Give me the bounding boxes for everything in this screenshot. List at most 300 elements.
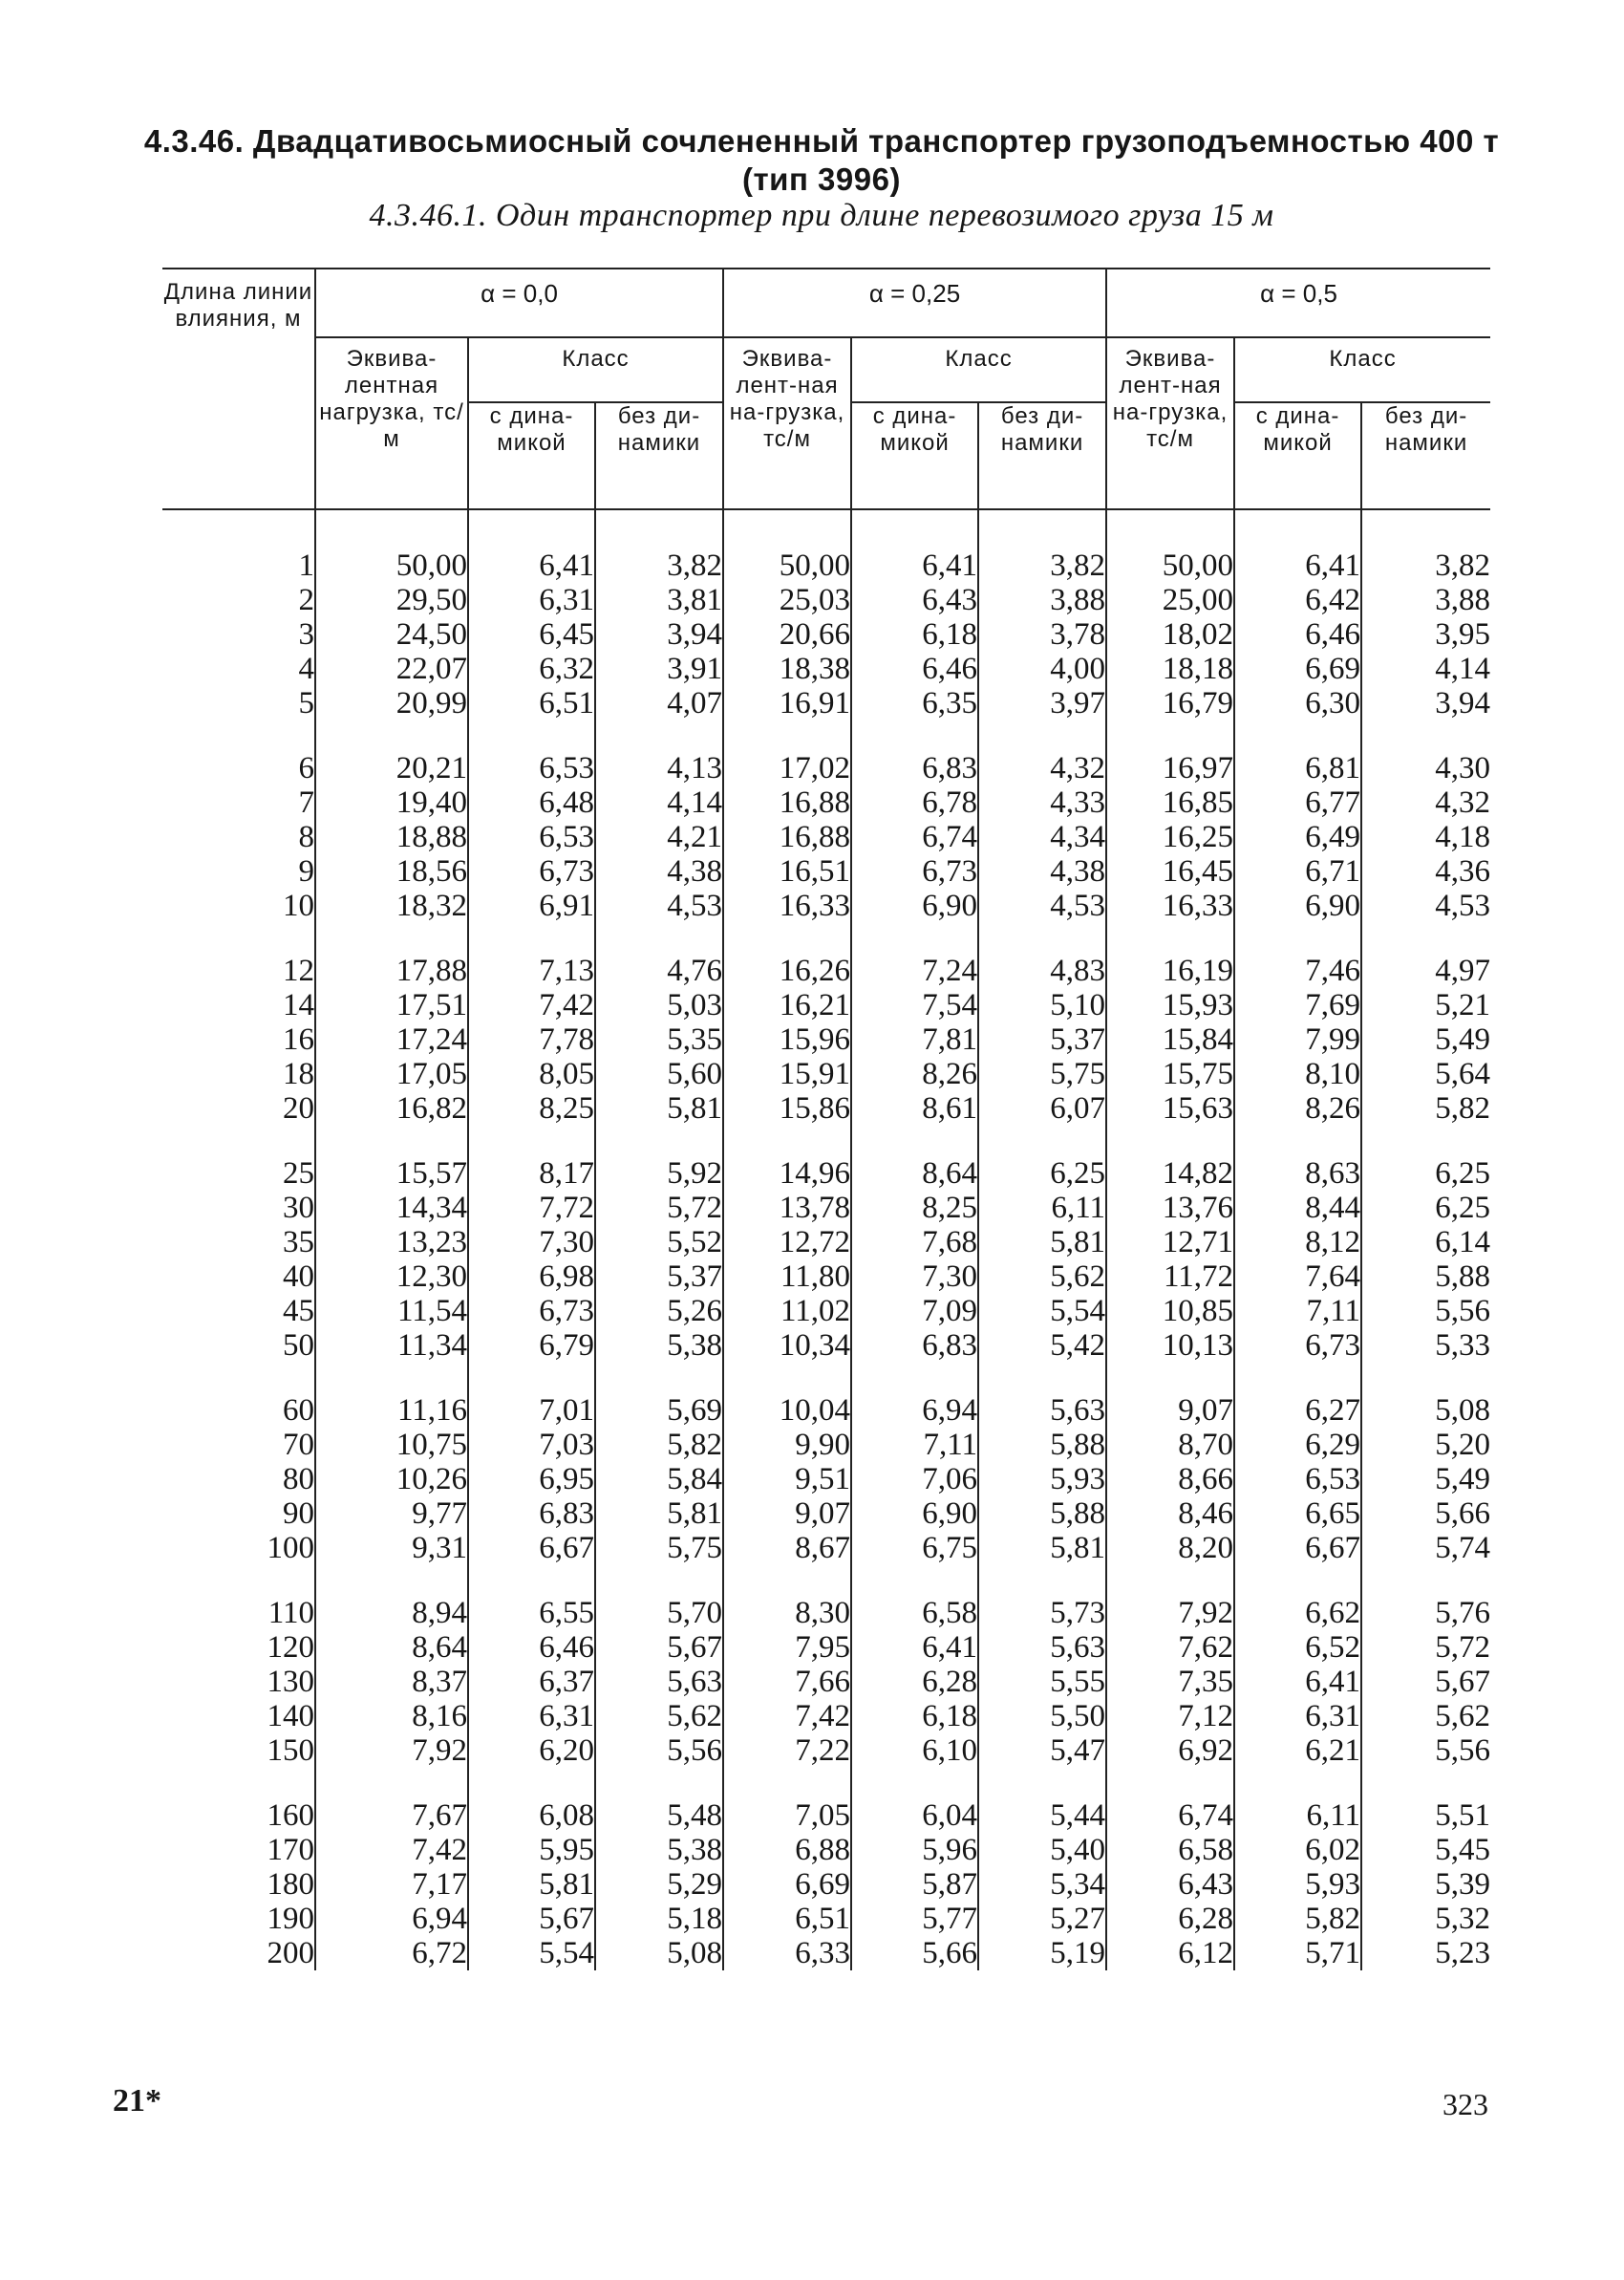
length-cell: 12 — [283, 954, 314, 988]
value-cell: 6,33 — [723, 1936, 851, 1970]
value-cell: 6,52 — [1234, 1630, 1361, 1665]
value-cell: 5,47 — [978, 1733, 1106, 1768]
value-cell: 11,72 — [1106, 1259, 1234, 1294]
value-cell: 5,75 — [595, 1531, 723, 1565]
table-row — [162, 1833, 1490, 1867]
table-subtitle: 4.3.46.1. Один транспортер при длине перевозимого груза 15 м — [369, 198, 1274, 233]
value-cell: 6,51 — [723, 1902, 851, 1936]
value-cell: 6,28 — [1106, 1902, 1234, 1936]
value-cell: 16,33 — [723, 889, 851, 923]
value-cell: 12,71 — [1106, 1225, 1234, 1259]
value-cell: 22,07 — [315, 652, 468, 686]
title-line-2: (тип 3996) — [742, 161, 901, 197]
value-cell: 5,32 — [1361, 1902, 1490, 1936]
value-cell: 5,56 — [1361, 1294, 1490, 1328]
value-cell: 6,91 — [468, 889, 595, 923]
value-cell: 6,18 — [851, 1699, 978, 1733]
value-cell: 4,32 — [1361, 785, 1490, 820]
value-cell: 4,14 — [595, 785, 723, 820]
value-cell: 4,34 — [978, 820, 1106, 854]
value-cell: 5,34 — [978, 1867, 1106, 1902]
header-equiv-load: Эквива-лентная нагрузка, тс/м — [315, 337, 468, 509]
value-cell: 9,07 — [723, 1496, 851, 1531]
value-cell: 7,09 — [851, 1294, 978, 1328]
value-cell: 6,41 — [468, 548, 595, 583]
value-cell: 5,37 — [978, 1022, 1106, 1057]
value-cell: 5,60 — [595, 1057, 723, 1091]
value-cell: 6,90 — [851, 1496, 978, 1531]
value-cell: 5,72 — [595, 1191, 723, 1225]
value-cell: 6,25 — [978, 1156, 1106, 1191]
value-cell: 6,73 — [851, 854, 978, 889]
length-cell: 160 — [267, 1798, 314, 1833]
table-row — [162, 1733, 1490, 1768]
value-cell: 7,66 — [723, 1665, 851, 1699]
value-cell: 6,04 — [851, 1798, 978, 1833]
value-cell: 8,64 — [851, 1156, 978, 1191]
value-cell: 6,35 — [851, 686, 978, 721]
length-cell: 6 — [298, 751, 314, 785]
length-cell: 16 — [283, 1022, 314, 1057]
value-cell: 6,88 — [723, 1833, 851, 1867]
value-cell: 5,19 — [978, 1936, 1106, 1970]
value-cell: 16,21 — [723, 988, 851, 1022]
value-cell: 6,27 — [1234, 1393, 1361, 1428]
spacer-row — [162, 721, 1490, 751]
value-cell: 8,25 — [851, 1191, 978, 1225]
header-length: Длина линии влияния, м — [162, 269, 315, 509]
value-cell: 5,40 — [978, 1833, 1106, 1867]
value-cell: 6,41 — [1234, 548, 1361, 583]
value-cell: 5,62 — [1361, 1699, 1490, 1733]
value-cell: 3,91 — [595, 652, 723, 686]
value-cell: 6,46 — [1234, 617, 1361, 652]
header-equiv-load: Эквива-лент-ная на-грузка, тс/м — [723, 337, 851, 509]
value-cell: 7,42 — [315, 1833, 468, 1867]
value-cell: 4,07 — [595, 686, 723, 721]
value-cell: 7,81 — [851, 1022, 978, 1057]
table-row — [162, 548, 1490, 583]
length-cell: 25 — [283, 1156, 314, 1191]
value-cell: 4,18 — [1361, 820, 1490, 854]
value-cell: 13,23 — [315, 1225, 468, 1259]
spacer-row — [162, 1126, 1490, 1156]
value-cell: 10,85 — [1106, 1294, 1234, 1328]
value-cell: 6,25 — [1361, 1191, 1490, 1225]
value-cell: 7,54 — [851, 988, 978, 1022]
value-cell: 6,46 — [851, 652, 978, 686]
table-row — [162, 1496, 1490, 1531]
value-cell: 3,88 — [978, 583, 1106, 617]
value-cell: 4,38 — [595, 854, 723, 889]
value-cell: 6,55 — [468, 1596, 595, 1630]
value-cell: 5,93 — [978, 1462, 1106, 1496]
value-cell: 7,13 — [468, 954, 595, 988]
value-cell: 4,14 — [1361, 652, 1490, 686]
value-cell: 6,65 — [1234, 1496, 1361, 1531]
value-cell: 20,99 — [315, 686, 468, 721]
length-cell: 4 — [298, 652, 314, 686]
value-cell: 5,82 — [1361, 1091, 1490, 1126]
value-cell: 6,90 — [1234, 889, 1361, 923]
value-cell: 6,92 — [1106, 1733, 1234, 1768]
table-row — [162, 785, 1490, 820]
value-cell: 4,13 — [595, 751, 723, 785]
value-cell: 15,75 — [1106, 1057, 1234, 1091]
length-cell: 9 — [298, 854, 314, 889]
value-cell: 5,95 — [468, 1833, 595, 1867]
value-cell: 6,77 — [1234, 785, 1361, 820]
value-cell: 5,54 — [468, 1936, 595, 1970]
value-cell: 5,82 — [595, 1428, 723, 1462]
value-cell: 6,58 — [851, 1596, 978, 1630]
value-cell: 7,78 — [468, 1022, 595, 1057]
value-cell: 5,63 — [595, 1665, 723, 1699]
value-cell: 8,10 — [1234, 1057, 1361, 1091]
length-cell: 190 — [267, 1902, 314, 1936]
value-cell: 25,03 — [723, 583, 851, 617]
value-cell: 9,31 — [315, 1531, 468, 1565]
value-cell: 7,22 — [723, 1733, 851, 1768]
value-cell: 17,24 — [315, 1022, 468, 1057]
value-cell: 6,94 — [315, 1902, 468, 1936]
header-alpha-05: α = 0,5 — [1106, 269, 1490, 337]
value-cell: 7,92 — [1106, 1596, 1234, 1630]
header-class: Класс — [468, 337, 723, 402]
value-cell: 5,26 — [595, 1294, 723, 1328]
value-cell: 3,94 — [595, 617, 723, 652]
value-cell: 6,72 — [315, 1936, 468, 1970]
value-cell: 25,00 — [1106, 583, 1234, 617]
value-cell: 7,11 — [851, 1428, 978, 1462]
length-cell: 45 — [283, 1294, 314, 1328]
length-cell: 180 — [267, 1867, 314, 1902]
value-cell: 6,12 — [1106, 1936, 1234, 1970]
value-cell: 6,48 — [468, 785, 595, 820]
value-cell: 16,51 — [723, 854, 851, 889]
value-cell: 6,31 — [468, 583, 595, 617]
value-cell: 10,26 — [315, 1462, 468, 1496]
table-row — [162, 820, 1490, 854]
spacer-row — [162, 1363, 1490, 1393]
value-cell: 8,67 — [723, 1531, 851, 1565]
table-row — [162, 1225, 1490, 1259]
value-cell: 5,67 — [595, 1630, 723, 1665]
value-cell: 3,82 — [978, 548, 1106, 583]
value-cell: 16,45 — [1106, 854, 1234, 889]
value-cell: 8,26 — [1234, 1091, 1361, 1126]
value-cell: 6,14 — [1361, 1225, 1490, 1259]
value-cell: 5,96 — [851, 1833, 978, 1867]
value-cell: 6,21 — [1234, 1733, 1361, 1768]
table-row — [162, 1328, 1490, 1363]
value-cell: 16,85 — [1106, 785, 1234, 820]
spacer-row — [162, 1565, 1490, 1596]
value-cell: 6,69 — [1234, 652, 1361, 686]
length-cell: 10 — [283, 889, 314, 923]
value-cell: 19,40 — [315, 785, 468, 820]
value-cell: 11,80 — [723, 1259, 851, 1294]
value-cell: 8,30 — [723, 1596, 851, 1630]
value-cell: 5,08 — [595, 1936, 723, 1970]
table-row — [162, 1259, 1490, 1294]
value-cell: 7,30 — [851, 1259, 978, 1294]
value-cell: 7,68 — [851, 1225, 978, 1259]
value-cell: 5,21 — [1361, 988, 1490, 1022]
value-cell: 6,20 — [468, 1733, 595, 1768]
value-cell: 6,95 — [468, 1462, 595, 1496]
length-cell: 150 — [267, 1733, 314, 1768]
value-cell: 3,97 — [978, 686, 1106, 721]
value-cell: 4,00 — [978, 652, 1106, 686]
table-row — [162, 1699, 1490, 1733]
value-cell: 6,45 — [468, 617, 595, 652]
value-cell: 16,19 — [1106, 954, 1234, 988]
value-cell: 6,29 — [1234, 1428, 1361, 1462]
value-cell: 3,82 — [595, 548, 723, 583]
value-cell: 5,10 — [978, 988, 1106, 1022]
value-cell: 7,11 — [1234, 1294, 1361, 1328]
value-cell: 7,42 — [468, 988, 595, 1022]
value-cell: 4,53 — [595, 889, 723, 923]
value-cell: 3,82 — [1361, 548, 1490, 583]
value-cell: 7,17 — [315, 1867, 468, 1902]
value-cell: 5,76 — [1361, 1596, 1490, 1630]
value-cell: 6,49 — [1234, 820, 1361, 854]
value-cell: 6,02 — [1234, 1833, 1361, 1867]
value-cell: 3,94 — [1361, 686, 1490, 721]
length-cell: 200 — [267, 1936, 314, 1970]
value-cell: 6,51 — [468, 686, 595, 721]
value-cell: 6,73 — [468, 1294, 595, 1328]
table-row — [162, 583, 1490, 617]
table-row — [162, 1294, 1490, 1328]
value-cell: 5,71 — [1234, 1936, 1361, 1970]
table-row — [162, 1936, 1490, 1970]
value-cell: 6,67 — [1234, 1531, 1361, 1565]
spacer-row — [162, 509, 1490, 548]
length-cell: 130 — [267, 1665, 314, 1699]
value-cell: 5,88 — [978, 1496, 1106, 1531]
table-row — [162, 751, 1490, 785]
table-row — [162, 1057, 1490, 1091]
value-cell: 8,46 — [1106, 1496, 1234, 1531]
value-cell: 5,27 — [978, 1902, 1106, 1936]
value-cell: 6,74 — [1106, 1798, 1234, 1833]
value-cell: 6,43 — [1106, 1867, 1234, 1902]
value-cell: 10,04 — [723, 1393, 851, 1428]
value-cell: 7,72 — [468, 1191, 595, 1225]
value-cell: 15,91 — [723, 1057, 851, 1091]
length-cell: 90 — [283, 1496, 314, 1531]
value-cell: 7,46 — [1234, 954, 1361, 988]
length-cell: 20 — [283, 1091, 314, 1126]
value-cell: 12,72 — [723, 1225, 851, 1259]
value-cell: 6,78 — [851, 785, 978, 820]
table-row — [162, 854, 1490, 889]
value-cell: 5,92 — [595, 1156, 723, 1191]
value-cell: 13,78 — [723, 1191, 851, 1225]
value-cell: 6,83 — [851, 1328, 978, 1363]
header-alpha-025: α = 0,25 — [723, 269, 1106, 337]
table-row — [162, 652, 1490, 686]
value-cell: 15,96 — [723, 1022, 851, 1057]
table-title — [134, 122, 1509, 199]
value-cell: 7,30 — [468, 1225, 595, 1259]
value-cell: 7,64 — [1234, 1259, 1361, 1294]
spacer-row — [162, 923, 1490, 954]
value-cell: 7,67 — [315, 1798, 468, 1833]
table-row — [162, 988, 1490, 1022]
value-cell: 6,83 — [851, 751, 978, 785]
value-cell: 6,79 — [468, 1328, 595, 1363]
value-cell: 6,41 — [851, 548, 978, 583]
value-cell: 5,81 — [595, 1496, 723, 1531]
value-cell: 15,86 — [723, 1091, 851, 1126]
value-cell: 6,10 — [851, 1733, 978, 1768]
value-cell: 11,16 — [315, 1393, 468, 1428]
value-cell: 50,00 — [1106, 548, 1234, 583]
value-cell: 6,41 — [1234, 1665, 1361, 1699]
value-cell: 8,16 — [315, 1699, 468, 1733]
table-row — [162, 1462, 1490, 1496]
value-cell: 6,94 — [851, 1393, 978, 1428]
value-cell: 7,05 — [723, 1798, 851, 1833]
value-cell: 16,25 — [1106, 820, 1234, 854]
value-cell: 5,75 — [978, 1057, 1106, 1091]
value-cell: 14,34 — [315, 1191, 468, 1225]
value-cell: 9,90 — [723, 1428, 851, 1462]
value-cell: 6,41 — [851, 1630, 978, 1665]
length-cell: 3 — [298, 617, 314, 652]
value-cell: 5,88 — [978, 1428, 1106, 1462]
value-cell: 4,38 — [978, 854, 1106, 889]
value-cell: 6,58 — [1106, 1833, 1234, 1867]
value-cell: 5,63 — [978, 1393, 1106, 1428]
value-cell: 7,92 — [315, 1733, 468, 1768]
value-cell: 7,24 — [851, 954, 978, 988]
length-cell: 8 — [298, 820, 314, 854]
page-number: 323 — [1442, 2087, 1488, 2121]
table-row — [162, 1156, 1490, 1191]
value-cell: 6,73 — [1234, 1328, 1361, 1363]
value-cell: 18,56 — [315, 854, 468, 889]
value-cell: 5,54 — [978, 1294, 1106, 1328]
value-cell: 5,49 — [1361, 1462, 1490, 1496]
length-cell: 140 — [267, 1699, 314, 1733]
length-cell: 170 — [267, 1833, 314, 1867]
value-cell: 6,53 — [468, 751, 595, 785]
value-cell: 7,62 — [1106, 1630, 1234, 1665]
value-cell: 17,02 — [723, 751, 851, 785]
header-without-dynamics: без ди-намики — [595, 402, 723, 509]
length-cell: 80 — [283, 1462, 314, 1496]
value-cell: 5,81 — [595, 1091, 723, 1126]
value-cell: 10,34 — [723, 1328, 851, 1363]
value-cell: 6,83 — [468, 1496, 595, 1531]
value-cell: 50,00 — [723, 548, 851, 583]
value-cell: 10,75 — [315, 1428, 468, 1462]
value-cell: 6,53 — [1234, 1462, 1361, 1496]
table-body — [162, 509, 1490, 1970]
value-cell: 5,37 — [595, 1259, 723, 1294]
table-row — [162, 686, 1490, 721]
value-cell: 5,55 — [978, 1665, 1106, 1699]
value-cell: 8,63 — [1234, 1156, 1361, 1191]
value-cell: 5,45 — [1361, 1833, 1490, 1867]
value-cell: 5,08 — [1361, 1393, 1490, 1428]
value-cell: 5,52 — [595, 1225, 723, 1259]
value-cell: 7,06 — [851, 1462, 978, 1496]
value-cell: 9,77 — [315, 1496, 468, 1531]
value-cell: 7,03 — [468, 1428, 595, 1462]
length-cell: 2 — [298, 583, 314, 617]
header-with-dynamics: с дина-микой — [851, 402, 978, 509]
header-class: Класс — [851, 337, 1106, 402]
value-cell: 6,46 — [468, 1630, 595, 1665]
value-cell: 24,50 — [315, 617, 468, 652]
table-row — [162, 1531, 1490, 1565]
table-row — [162, 1428, 1490, 1462]
value-cell: 8,70 — [1106, 1428, 1234, 1462]
value-cell: 18,02 — [1106, 617, 1234, 652]
value-cell: 5,81 — [978, 1531, 1106, 1565]
value-cell: 18,18 — [1106, 652, 1234, 686]
value-cell: 11,34 — [315, 1328, 468, 1363]
value-cell: 6,25 — [1361, 1156, 1490, 1191]
value-cell: 6,37 — [468, 1665, 595, 1699]
value-cell: 7,95 — [723, 1630, 851, 1665]
table-row — [162, 1091, 1490, 1126]
value-cell: 5,23 — [1361, 1936, 1490, 1970]
signature-mark: 21* — [113, 2083, 161, 2119]
value-cell: 6,73 — [468, 854, 595, 889]
value-cell: 6,31 — [1234, 1699, 1361, 1733]
value-cell: 6,32 — [468, 652, 595, 686]
value-cell: 50,00 — [315, 548, 468, 583]
value-cell: 5,70 — [595, 1596, 723, 1630]
value-cell: 3,78 — [978, 617, 1106, 652]
value-cell: 4,21 — [595, 820, 723, 854]
value-cell: 5,69 — [595, 1393, 723, 1428]
value-cell: 8,66 — [1106, 1462, 1234, 1496]
length-cell: 50 — [283, 1328, 314, 1363]
value-cell: 5,81 — [468, 1867, 595, 1902]
value-cell: 18,32 — [315, 889, 468, 923]
value-cell: 5,38 — [595, 1328, 723, 1363]
value-cell: 5,42 — [978, 1328, 1106, 1363]
value-cell: 5,66 — [851, 1936, 978, 1970]
value-cell: 16,33 — [1106, 889, 1234, 923]
value-cell: 16,88 — [723, 785, 851, 820]
value-cell: 4,53 — [978, 889, 1106, 923]
value-cell: 11,54 — [315, 1294, 468, 1328]
length-cell: 35 — [283, 1225, 314, 1259]
value-cell: 6,53 — [468, 820, 595, 854]
length-cell: 120 — [267, 1630, 314, 1665]
value-cell: 6,75 — [851, 1531, 978, 1565]
table-row — [162, 1191, 1490, 1225]
value-cell: 5,48 — [595, 1798, 723, 1833]
value-cell: 8,20 — [1106, 1531, 1234, 1565]
table-row — [162, 1393, 1490, 1428]
value-cell: 8,94 — [315, 1596, 468, 1630]
value-cell: 5,67 — [468, 1902, 595, 1936]
header-without-dynamics: без ди-намики — [978, 402, 1106, 509]
value-cell: 8,25 — [468, 1091, 595, 1126]
value-cell: 5,56 — [1361, 1733, 1490, 1768]
value-cell: 6,71 — [1234, 854, 1361, 889]
